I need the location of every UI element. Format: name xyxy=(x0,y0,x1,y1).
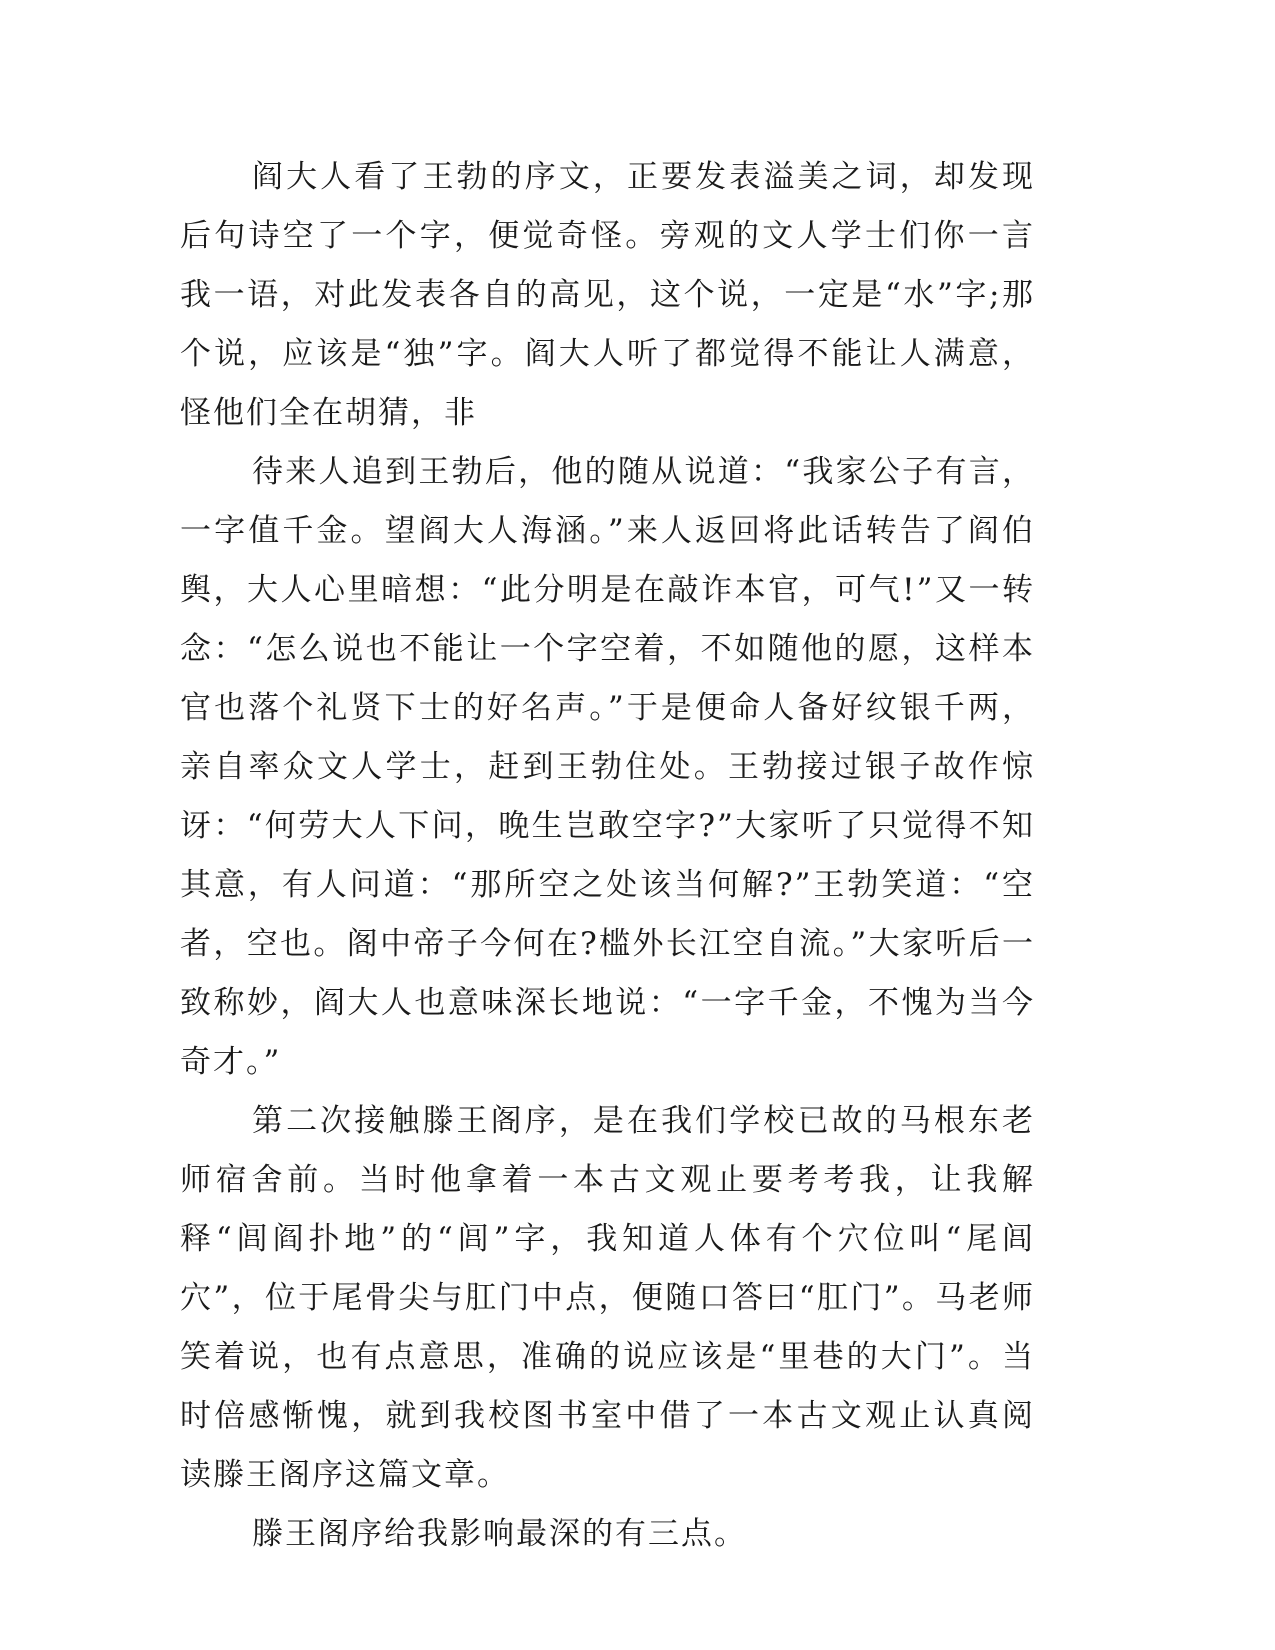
paragraph-3: 第二次接触滕王阁序，是在我们学校已故的马根东老师宿舍前。当时他拿着一本古文观止要考考我，让我解释“闾阎扑地”的“闾”字，我知道人体有个穴位叫“尾闾穴”，位于尾骨尖与肛门中点，便随口答曰“肛门”。马老师笑着说，也有点意思，准确的说应该是“里巷的大门”。当时倍感惭愧，就到我校图书室中借了一本古文观止认真阅读滕王阁序这篇文章。 xyxy=(180,1103,1035,1493)
paragraph-2: 待来人追到王勃后，他的随从说道：“我家公子有言，一字值千金。望阎大人海涵。”来人返回将此话转告了阎伯舆，大人心里暗想：“此分明是在敲诈本官，可气!”又一转念：“怎么说也不能让一个字空着，不如随他的愿，这样本官也落个礼贤下士的好名声。”于是便命人备好纹银千两，亲自率众文人学士，赶到王勃住处。王勃接过银子故作惊讶：“何劳大人下问，晚生岂敢空字?”大家听了只觉得不知其意，有人问道：“那所空之处该当何解?”王勃笑道：“空者，空也。阁中帝子今何在?槛外长江空自流。”大家听后一致称妙，阎大人也意味深长地说：“一字千金，不愧为当今奇才。” xyxy=(180,454,1035,1080)
document-body xyxy=(180,148,1035,1564)
paragraph-4: 滕王阁序给我影响最深的有三点。 xyxy=(252,1516,747,1552)
paragraph-1: 阎大人看了王勃的序文，正要发表溢美之词，却发现后句诗空了一个字，便觉奇怪。旁观的文人学士们你一言我一语，对此发表各自的高见，这个说，一定是“水”字;那个说，应该是“独”字。阎大人听了都觉得不能让人满意，怪他们全在胡猜，非 xyxy=(180,159,1035,431)
